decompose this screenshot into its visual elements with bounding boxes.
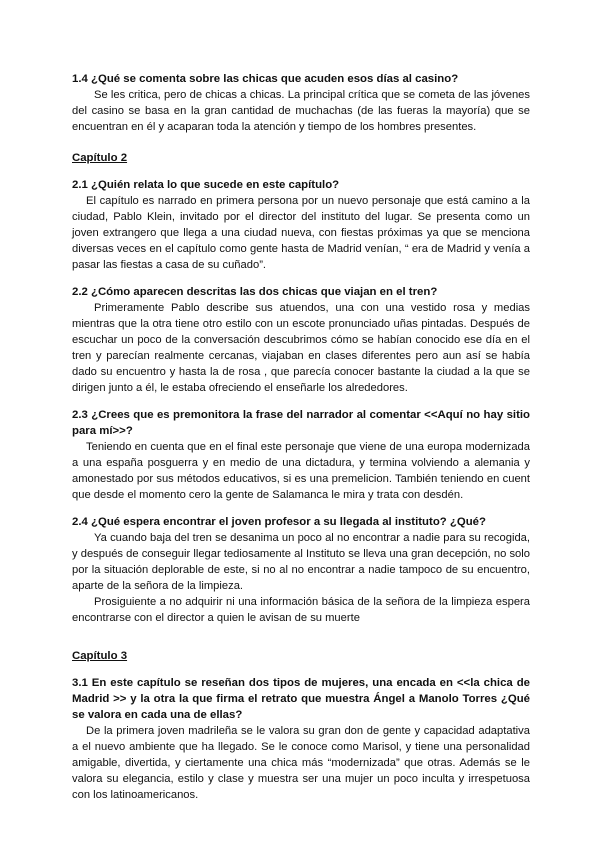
question-heading: 2.3 ¿Crees que es premonitora la frase del narrador al comentar <<Aquí no hay sitio para mí>>? <box>72 409 530 437</box>
section-3-1 <box>72 675 530 803</box>
question-heading: 2.4 ¿Qué espera encontrar el joven profesor a su llegada al instituto? ¿Qué? <box>72 516 486 528</box>
answer-paragraph: Se les critica, pero de chicas a chicas. La principal crítica que se cometa de las jóvenes del casino se basa en la gran cantidad de muchachas (de las fueras la mayoría) que se encuentran en él y acaparan toda la atención y tiempo de los hombres presentes. <box>72 89 530 133</box>
answer-paragraph: Teniendo en cuenta que en el final este personaje que viene de una europa modernizada a una españa posguerra y en medio de una dictadura, y termina volviendo a alemania y amonestado por sus métodos educativos, si es una premelicion. También teniendo en cuent que desde el momento cero la gente de Salamanca le mira y trata con desdén. <box>72 441 530 501</box>
answer-paragraph: El capítulo es narrado en primera persona por un nuevo personaje que está camino a la ciudad, Pablo Klein, invitado por el director del instituto del lugar. Se presenta como un joven extrangero que llega a una ciudad nueva, con fiestas próximas ya que se menciona diversas veces en el capítulo como gente hasta de Madrid venían, “ era de Madrid y venía a pasar las fiestas a casa de su cuñado”. <box>72 195 530 271</box>
chapter-2-title <box>72 150 530 166</box>
answer-paragraph: Ya cuando baja del tren se desanima un poco al no encontrar a nadie para su recogida, y después de conseguir llegar tediosamente al Instituto se lleva una gran decepción, no solo por la situación deplorable de este, si no al no encontrar a nadie tampoco de su encuentro, aparte de la señora de la limpieza. <box>72 532 530 592</box>
chapter-3-title <box>72 648 530 664</box>
section-2-1 <box>72 177 530 273</box>
section-1-4 <box>72 71 530 135</box>
chapter-heading: Capítulo 3 <box>72 650 128 662</box>
answer-paragraph: De la primera joven madrileña se le valora su gran don de gente y capacidad adaptativa a el nuevo ambiente que ha llegado. Se le conoce como Marisol, y tiene una personalidad amigable, divertida, y ciertamente una chica más “modernizada” que otras. Además se le valora su elegancia, estilo y clase y muestra ser una mujer un poco inculta y irrespetuosa con los latinoamericanos. <box>72 725 530 801</box>
question-heading: 2.2 ¿Cómo aparecen descritas las dos chicas que viajan en el tren? <box>72 286 438 298</box>
question-heading: 2.1 ¿Quién relata lo que sucede en este capítulo? <box>72 179 340 191</box>
section-2-4 <box>72 514 530 626</box>
question-heading: 1.4 ¿Qué se comenta sobre las chicas que acuden esos días al casino? <box>72 73 459 85</box>
section-2-3 <box>72 407 530 503</box>
question-heading: 3.1 En este capítulo se reseñan dos tipos de mujeres, una encada en <<la chica de Madrid >> y la otra la que firma el retrato que muestra Ángel a Manolo Torres ¿Qué se valora en cada una de ellas? <box>72 677 530 721</box>
chapter-heading: Capítulo 2 <box>72 152 128 164</box>
section-2-2 <box>72 284 530 396</box>
answer-paragraph: Primeramente Pablo describe sus atuendos, una con una vestido rosa y medias mientras que la otra tiene otro estilo con un escote pronunciado uñas pintadas. Después de escuchar un poco de la conversación descubrimos cómo se habían conocido ese día en el tren y parecían realmente cercanas, viajaban en clases diferentes pero aun así se había dado su encuentro y hasta la de rosa , que parecía conocer bastante la ciudad a la que se dirigen junto a él, le estaba ofreciendo el enseñarle los alrededores. <box>72 302 530 394</box>
answer-paragraph: Prosiguiente a no adquirir ni una información básica de la señora de la limpieza espera encontrarse con el director a quien le avisan de su muerte <box>72 596 530 624</box>
